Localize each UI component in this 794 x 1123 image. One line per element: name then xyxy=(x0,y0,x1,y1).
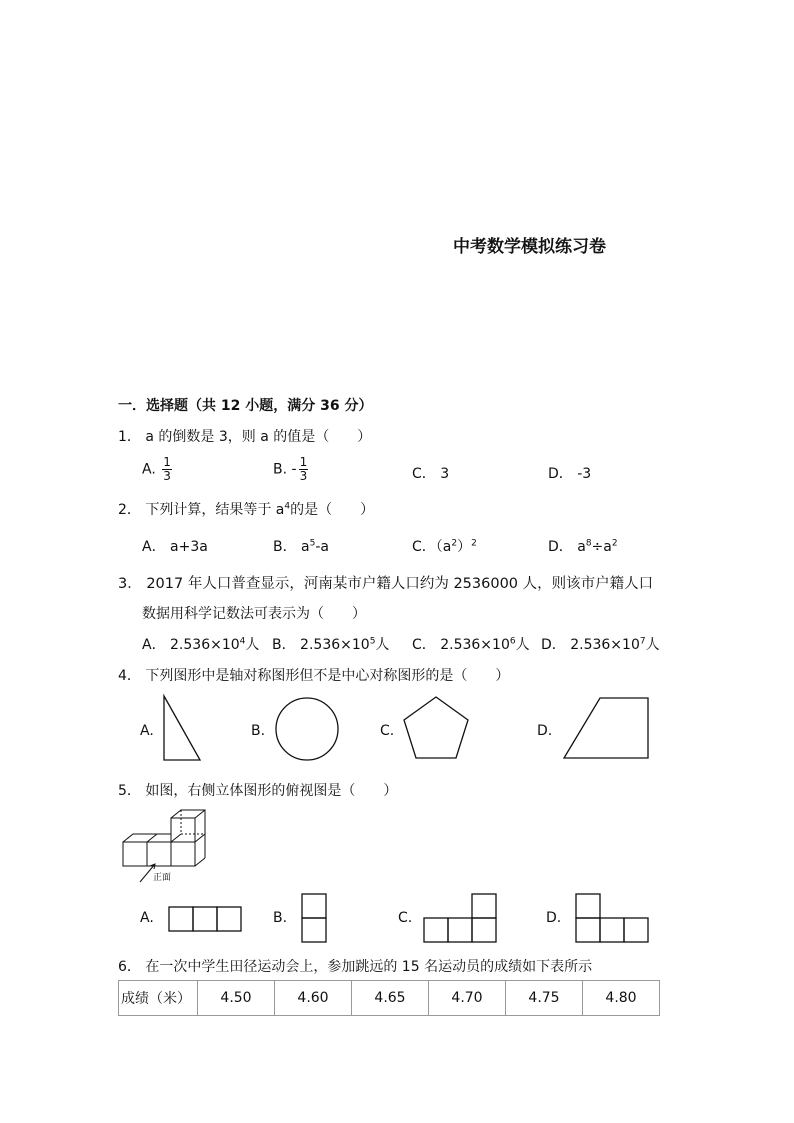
q4-option-d-label: D. xyxy=(537,723,553,739)
q3-b-exponent: 5 xyxy=(369,636,376,647)
circle-shape xyxy=(274,696,342,764)
top-view-d-shape xyxy=(574,892,650,944)
q4-option-b-label: B. xyxy=(251,723,266,739)
q1-b-numerator: 1 xyxy=(299,455,308,469)
q2-d-divide: ÷a xyxy=(591,539,612,555)
table-cell: 4.80 xyxy=(583,981,660,1016)
q2-stem-exponent: 4 xyxy=(284,501,291,512)
q3-option-d xyxy=(541,634,660,654)
table-cell: 4.65 xyxy=(352,981,429,1016)
q4-option-c-label: C. xyxy=(380,723,395,739)
q5-option-c-label: C. xyxy=(398,910,413,926)
score-table xyxy=(118,980,660,1016)
q3-option-b xyxy=(272,634,389,654)
q2-c-exponent-2: 2 xyxy=(471,538,477,549)
question-5-stem: 5． 如图，右侧立体图形的俯视图是（ ） xyxy=(118,783,398,799)
q3-a-unit: 人 xyxy=(245,637,260,653)
question-4-stem: 4． 下列图形中是轴对称图形但不是中心对称图形的是（ ） xyxy=(118,668,510,684)
q3-a-exponent: 4 xyxy=(239,636,246,647)
q2-d-exponent-2: 2 xyxy=(611,538,618,549)
q2-c-base: C．（a xyxy=(412,539,452,555)
q2-d-exponent-1: 8 xyxy=(585,538,592,549)
q5-option-a-label: A. xyxy=(140,910,154,926)
question-1-stem: 1． a 的倒数是 3，则 a 的值是（ ） xyxy=(118,429,372,445)
q2-option-c xyxy=(412,536,477,556)
question-2-stem xyxy=(118,499,374,519)
q1-b-denominator: 3 xyxy=(299,469,308,483)
q1-a-denominator: 3 xyxy=(163,469,171,483)
q1-a-fraction xyxy=(162,456,172,483)
q1-option-b xyxy=(273,456,308,483)
q2-b-tail: -a xyxy=(315,539,330,555)
q3-d-unit: 人 xyxy=(645,637,660,653)
q1-option-a xyxy=(142,456,172,483)
q1-option-c: C． 3 xyxy=(412,466,450,482)
table-cell: 4.70 xyxy=(429,981,506,1016)
front-view-label: 正面 xyxy=(153,873,172,883)
page-title: 中考数学模拟练习卷 xyxy=(453,237,606,257)
q2-d-base: D． a xyxy=(548,539,586,555)
q3-option-a xyxy=(142,634,259,654)
q1-a-label: A. xyxy=(142,461,156,478)
q2-stem-tail: 的是（ ） xyxy=(290,502,375,518)
top-view-b-shape xyxy=(300,892,328,944)
q1-b-sign: - xyxy=(291,461,297,478)
q3-d-base: D． 2.536×10 xyxy=(541,637,640,653)
q2-option-a: A． a+3a xyxy=(142,539,208,555)
q3-c-exponent: 6 xyxy=(509,636,516,647)
trapezoid-shape xyxy=(560,696,652,760)
q3-b-base: B． 2.536×10 xyxy=(272,637,370,653)
q1-a-numerator: 1 xyxy=(163,455,171,469)
table-cell: 4.75 xyxy=(506,981,583,1016)
q2-stem-text: 2． 下列计算，结果等于 a xyxy=(118,502,285,518)
table-header-cell: 成绩（米） xyxy=(119,981,198,1016)
pentagon-shape xyxy=(402,694,472,762)
q1-option-d: D． -3 xyxy=(548,466,592,482)
q5-option-d-label: D. xyxy=(546,910,562,926)
q3-option-c xyxy=(412,634,530,654)
question-3-line-1: 3． 2017 年人口普查显示，河南某市户籍人口约为 2536000 人，则该市户籍人口 xyxy=(118,576,654,592)
q2-b-base: B． a xyxy=(273,539,310,555)
q3-b-unit: 人 xyxy=(375,637,390,653)
question-3-line-2: 数据用科学记数法可表示为（ ） xyxy=(142,606,366,622)
top-view-a-shape xyxy=(167,905,243,933)
question-6-stem: 6． 在一次中学生田径运动会上，参加跳远的 15 名运动员的成绩如下表所示 xyxy=(118,959,593,975)
section-header: 一．选择题（共 12 小题，满分 36 分） xyxy=(118,398,373,414)
q1-b-label: B. xyxy=(273,461,288,478)
q1-b-fraction xyxy=(299,456,309,483)
q3-d-exponent: 7 xyxy=(639,636,646,647)
q5-option-b-label: B. xyxy=(273,910,288,926)
q2-option-b xyxy=(273,536,329,556)
q4-option-a-label: A. xyxy=(140,723,154,739)
table-cell: 4.50 xyxy=(198,981,275,1016)
q2-option-d xyxy=(548,536,618,556)
table-cell: 4.60 xyxy=(275,981,352,1016)
q2-c-paren: ） xyxy=(457,539,472,555)
right-triangle-shape xyxy=(158,694,203,764)
q2-c-exponent-1: 2 xyxy=(451,538,458,549)
q2-b-exponent: 5 xyxy=(309,538,316,549)
q3-c-base: C． 2.536×10 xyxy=(412,637,510,653)
top-view-c-shape xyxy=(422,892,498,944)
q3-c-unit: 人 xyxy=(515,637,530,653)
table-row xyxy=(119,981,660,1016)
q3-a-base: A． 2.536×10 xyxy=(142,637,240,653)
